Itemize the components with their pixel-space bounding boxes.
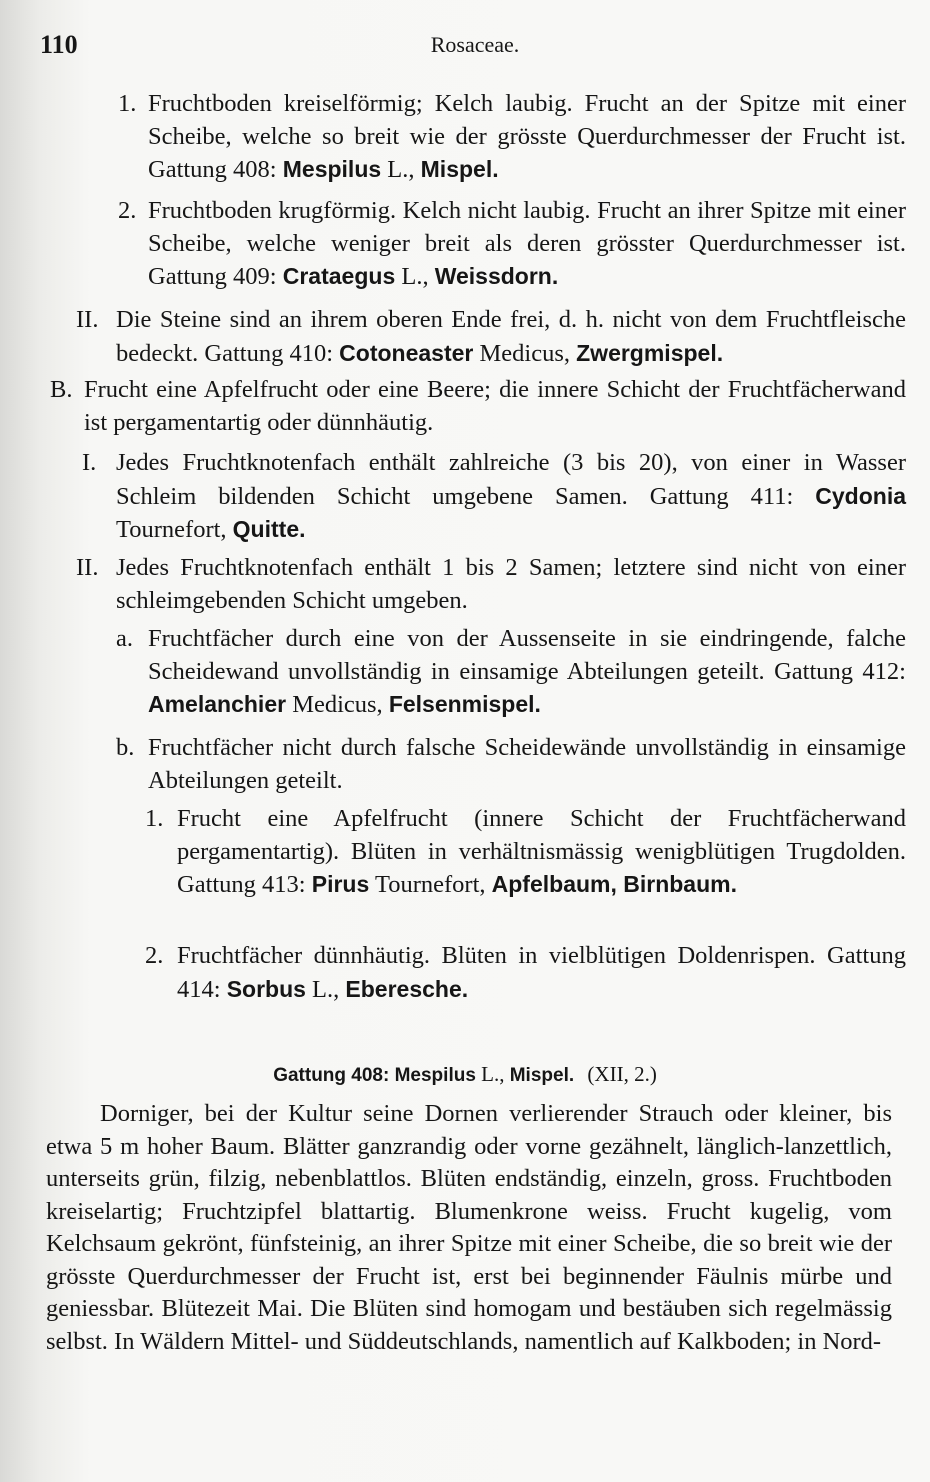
key-item-II	[76, 304, 906, 370]
key-item-B	[50, 374, 906, 439]
section-heading-common: Mispel.	[509, 1065, 575, 1086]
genus-author: L.,	[305, 975, 346, 1003]
key-item-marker: B.	[50, 376, 73, 403]
genus-name: Sorbus	[226, 975, 306, 1002]
section-heading-author: L.,	[475, 1062, 510, 1086]
key-item-text: Fruchtfächer dünnhäutig. Blüten in vielblütigen Doldenrispen. Gattung 414:	[177, 942, 906, 1003]
key-item-text: Jedes Fruchtknotenfach enthält zahlreiche (3 bis 20), von einer in Wasser Schleim bildenden Schicht umgebene Samen. Gattung 411:	[116, 449, 906, 510]
key-item-b-2	[145, 940, 906, 1006]
common-name: Mispel.	[420, 156, 499, 182]
genus-name: Cydonia	[815, 482, 906, 509]
key-item-B-II	[76, 552, 906, 617]
key-item-marker: a.	[116, 625, 133, 652]
key-item-text: Fruchtboden kreiselförmig; Kelch laubig. Frucht an der Spitze mit einer Scheibe, welche so breit wie der grösste Querdurchmesser der Frucht ist. Gattung 408:	[148, 90, 906, 183]
running-title: Rosaceae.	[430, 32, 520, 57]
key-item-marker: b.	[116, 734, 135, 761]
key-item-b-1	[145, 803, 906, 902]
key-item-marker: 2.	[145, 942, 164, 969]
genus-name: Cotoneaster	[339, 339, 474, 366]
key-item-marker: II.	[76, 306, 99, 333]
genus-author: L.,	[381, 156, 421, 183]
genus-name: Crataegus	[282, 263, 396, 289]
section-paragraph: Dorniger, bei der Kultur seine Dornen verlierender Strauch oder kleiner, bis etwa 5 m hoher Baum. Blätter ganzrandig oder vorne gezähnelt, länglich-lanzettlich, unterseits grün, filzig, nebenblattlos. Blüten endständig, einzeln, gross. Fruchtboden kreiselartig; Fruchtzipfel blattartig. Blumenkrone weiss. Frucht kugelig, vom Kelchsaum gekrönt, fünfsteinig, an ihrer Spitze mit einer Scheibe, die so breit wie der grösste Querdurchmesser der Frucht ist, erst bei beginnender Fäulnis mürbe und geniessbar. Blütezeit Mai. Die Blüten sind homogam und bestäuben sich regelmässig selbst. In Wäldern Mittel- und Süddeutschlands, namentlich auf Kalkboden; in Nord-	[46, 1100, 892, 1355]
genus-author: Tournefort,	[116, 516, 233, 543]
common-name: Felsenmispel.	[388, 691, 541, 717]
common-name: Quitte.	[232, 516, 306, 542]
section-heading-prefix: Gattung 408:	[273, 1065, 395, 1086]
common-name: Eberesche.	[345, 975, 469, 1002]
key-item-text: Die Steine sind an ihrem oberen Ende frei, d. h. nicht von dem Fruchtfleische bedeckt. Gattung 410:	[116, 306, 906, 367]
genus-author: Tournefort,	[369, 871, 492, 898]
key-item-marker: I.	[82, 449, 97, 476]
genus-author: L.,	[395, 263, 435, 290]
section-heading-genus: Mespilus	[394, 1065, 476, 1086]
key-item-marker: II.	[76, 554, 99, 581]
page-number: 110	[40, 30, 78, 59]
key-item-marker: 1.	[145, 805, 164, 832]
key-item-text: Jedes Fruchtknotenfach enthält 1 bis 2 Samen; letztere sind nicht von einer schleimgebenden Schicht umgeben.	[116, 554, 906, 614]
key-item-b	[116, 732, 906, 797]
key-item-text: Fruchtboden krugförmig. Kelch nicht laubig. Frucht an ihrer Spitze mit einer Scheibe, welche weniger breit als deren grösster Querdurchmesser ist. Gattung 409:	[148, 197, 906, 290]
key-item-text: Fruchtfächer nicht durch falsche Scheidewände unvollständig in einsamige Abteilungen geteilt.	[148, 734, 906, 794]
common-name: Weissdorn.	[434, 263, 559, 289]
genus-name: Mespilus	[282, 156, 382, 182]
common-name: Apfelbaum, Birnbaum.	[491, 871, 737, 897]
genus-name: Pirus	[311, 871, 370, 897]
key-item-B-I	[82, 447, 906, 547]
page-header	[40, 30, 910, 64]
genus-author: Medicus,	[473, 339, 577, 367]
section-heading-class: (XII, 2.)	[587, 1062, 657, 1086]
key-item-marker: 1.	[118, 90, 137, 117]
key-item-2	[118, 195, 906, 294]
section-heading	[0, 1062, 930, 1087]
genus-name: Amelanchier	[148, 691, 287, 717]
key-item-marker: 2.	[118, 197, 137, 224]
key-item-a	[116, 623, 906, 722]
genus-author: Medicus,	[286, 691, 389, 718]
key-item-text: Frucht eine Apfelfrucht oder eine Beere; die innere Schicht der Fruchtfächerwand ist pergamentartig oder dünnhäutig.	[84, 376, 906, 436]
key-item-1	[118, 88, 906, 187]
key-item-text: Frucht eine Apfelfrucht (innere Schicht der Fruchtfächerwand pergamentartig). Blüten in verhältnismässig wenigblütigen Trugdolden. Gattung 413:	[177, 805, 906, 898]
key-item-text: Fruchtfächer durch eine von der Aussenseite in sie eindringende, falche Scheidewand unvollständig in einsamige Abteilungen geteilt. Gattung 412:	[148, 625, 906, 685]
common-name: Zwergmispel.	[576, 339, 724, 366]
